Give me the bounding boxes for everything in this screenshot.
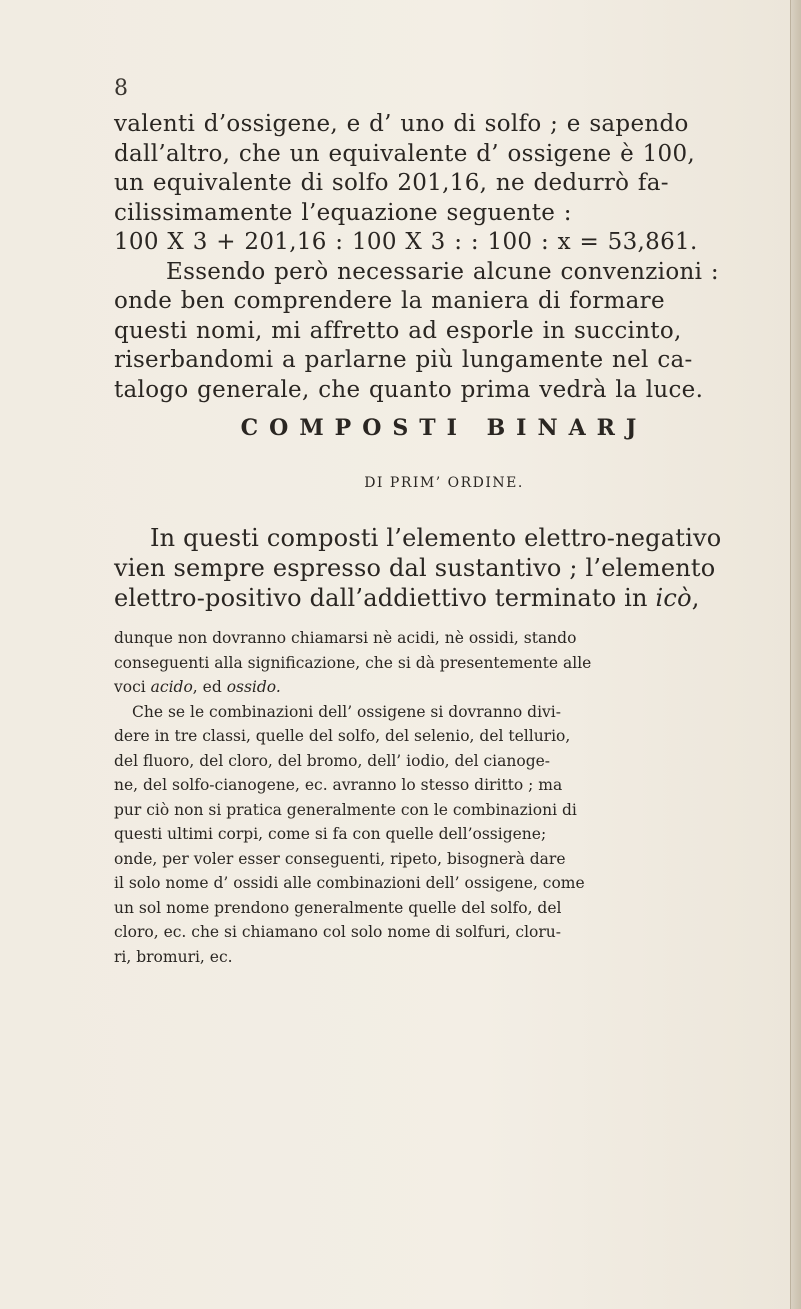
text-line xyxy=(114,583,774,613)
italic-term: ossido. xyxy=(226,678,281,696)
text-fragment: voci xyxy=(114,678,151,696)
page-number: 8 xyxy=(114,76,128,101)
text-line: talogo generale, che quanto prima vedrà la luce. xyxy=(114,376,704,403)
note-line: onde, per voler esser conseguenti, ripeto, bisognerà dare xyxy=(114,849,566,868)
text-line: onde ben comprendere la maniera di formare xyxy=(114,288,665,314)
note-line: un sol nome prendono generalmente quelle del solfo, del xyxy=(114,898,562,917)
note-line: dere in tre classi, quelle del solfo, del selenio, del tellurio, xyxy=(114,727,571,745)
note-line: ne, del solfo-cianogene, ec. avranno lo stesso diritto ; ma xyxy=(114,776,563,794)
text-line: cilissimamente l’equazione seguente : xyxy=(114,199,572,226)
note-line: Che se le combinazioni dell’ ossigene si dovranno divi- xyxy=(132,702,561,721)
note-line: il solo nome d’ ossidi alle combinazioni dell’ ossigene, come xyxy=(114,874,585,892)
text-line: Essendo però necessarie alcune convenzioni : xyxy=(166,258,719,285)
equation-line: 100 X 3 + 201,16 : 100 X 3 : : 100 : x = 53,861. xyxy=(114,229,698,255)
note-line: cloro, ec. che si chiamano col solo nome di solfuri, cloru- xyxy=(114,923,562,941)
italic-term: acido xyxy=(150,678,193,696)
text-line: vien sempre espresso dal sustantivo ; l’elemento xyxy=(114,554,716,582)
note-line xyxy=(114,675,774,700)
text-line: In questi composti l’elemento elettro-negativo xyxy=(150,524,722,552)
note-paragraph xyxy=(114,626,774,969)
text-fragment: elettro-positivo dall’addiettivo terminato in xyxy=(114,584,656,612)
text-line: valenti d’ossigene, e d’ uno di solfo ; e sapendo xyxy=(114,111,689,137)
note-line: pur ciò non si pratica generalmente con le combinazioni di xyxy=(114,800,577,819)
text-fragment: , ed xyxy=(192,678,227,696)
italic-term: icò xyxy=(655,584,692,612)
text-fragment: , xyxy=(691,584,700,612)
text-line: un equivalente di solfo 201,16, ne dedurrò fa- xyxy=(114,170,669,196)
note-line: ri, bromuri, ec. xyxy=(114,947,233,966)
intro-paragraph xyxy=(114,523,774,613)
page-edge xyxy=(790,0,801,1309)
text-line: questi nomi, mi affretto ad esporle in succinto, xyxy=(114,317,682,344)
text-line: riserbandomi a parlarne più lungamente nel ca- xyxy=(114,347,693,373)
note-line: dunque non dovranno chiamarsi nè acidi, nè ossidi, stando xyxy=(114,629,577,647)
section-title: COMPOSTI BINARJ xyxy=(240,415,648,441)
note-line: questi ultimi corpi, come si fa con quelle dell’ossigene; xyxy=(114,825,547,843)
text-line: dall’altro, che un equivalente d’ ossigene è 100, xyxy=(114,140,695,167)
main-paragraph xyxy=(114,110,774,405)
section-subtitle: DI PRIM’ ORDINE. xyxy=(364,475,524,491)
note-line: conseguenti alla significazione, che si dà presentemente alle xyxy=(114,653,592,672)
note-line: del fluoro, del cloro, del bromo, dell’ iodio, del cianoge- xyxy=(114,751,551,770)
